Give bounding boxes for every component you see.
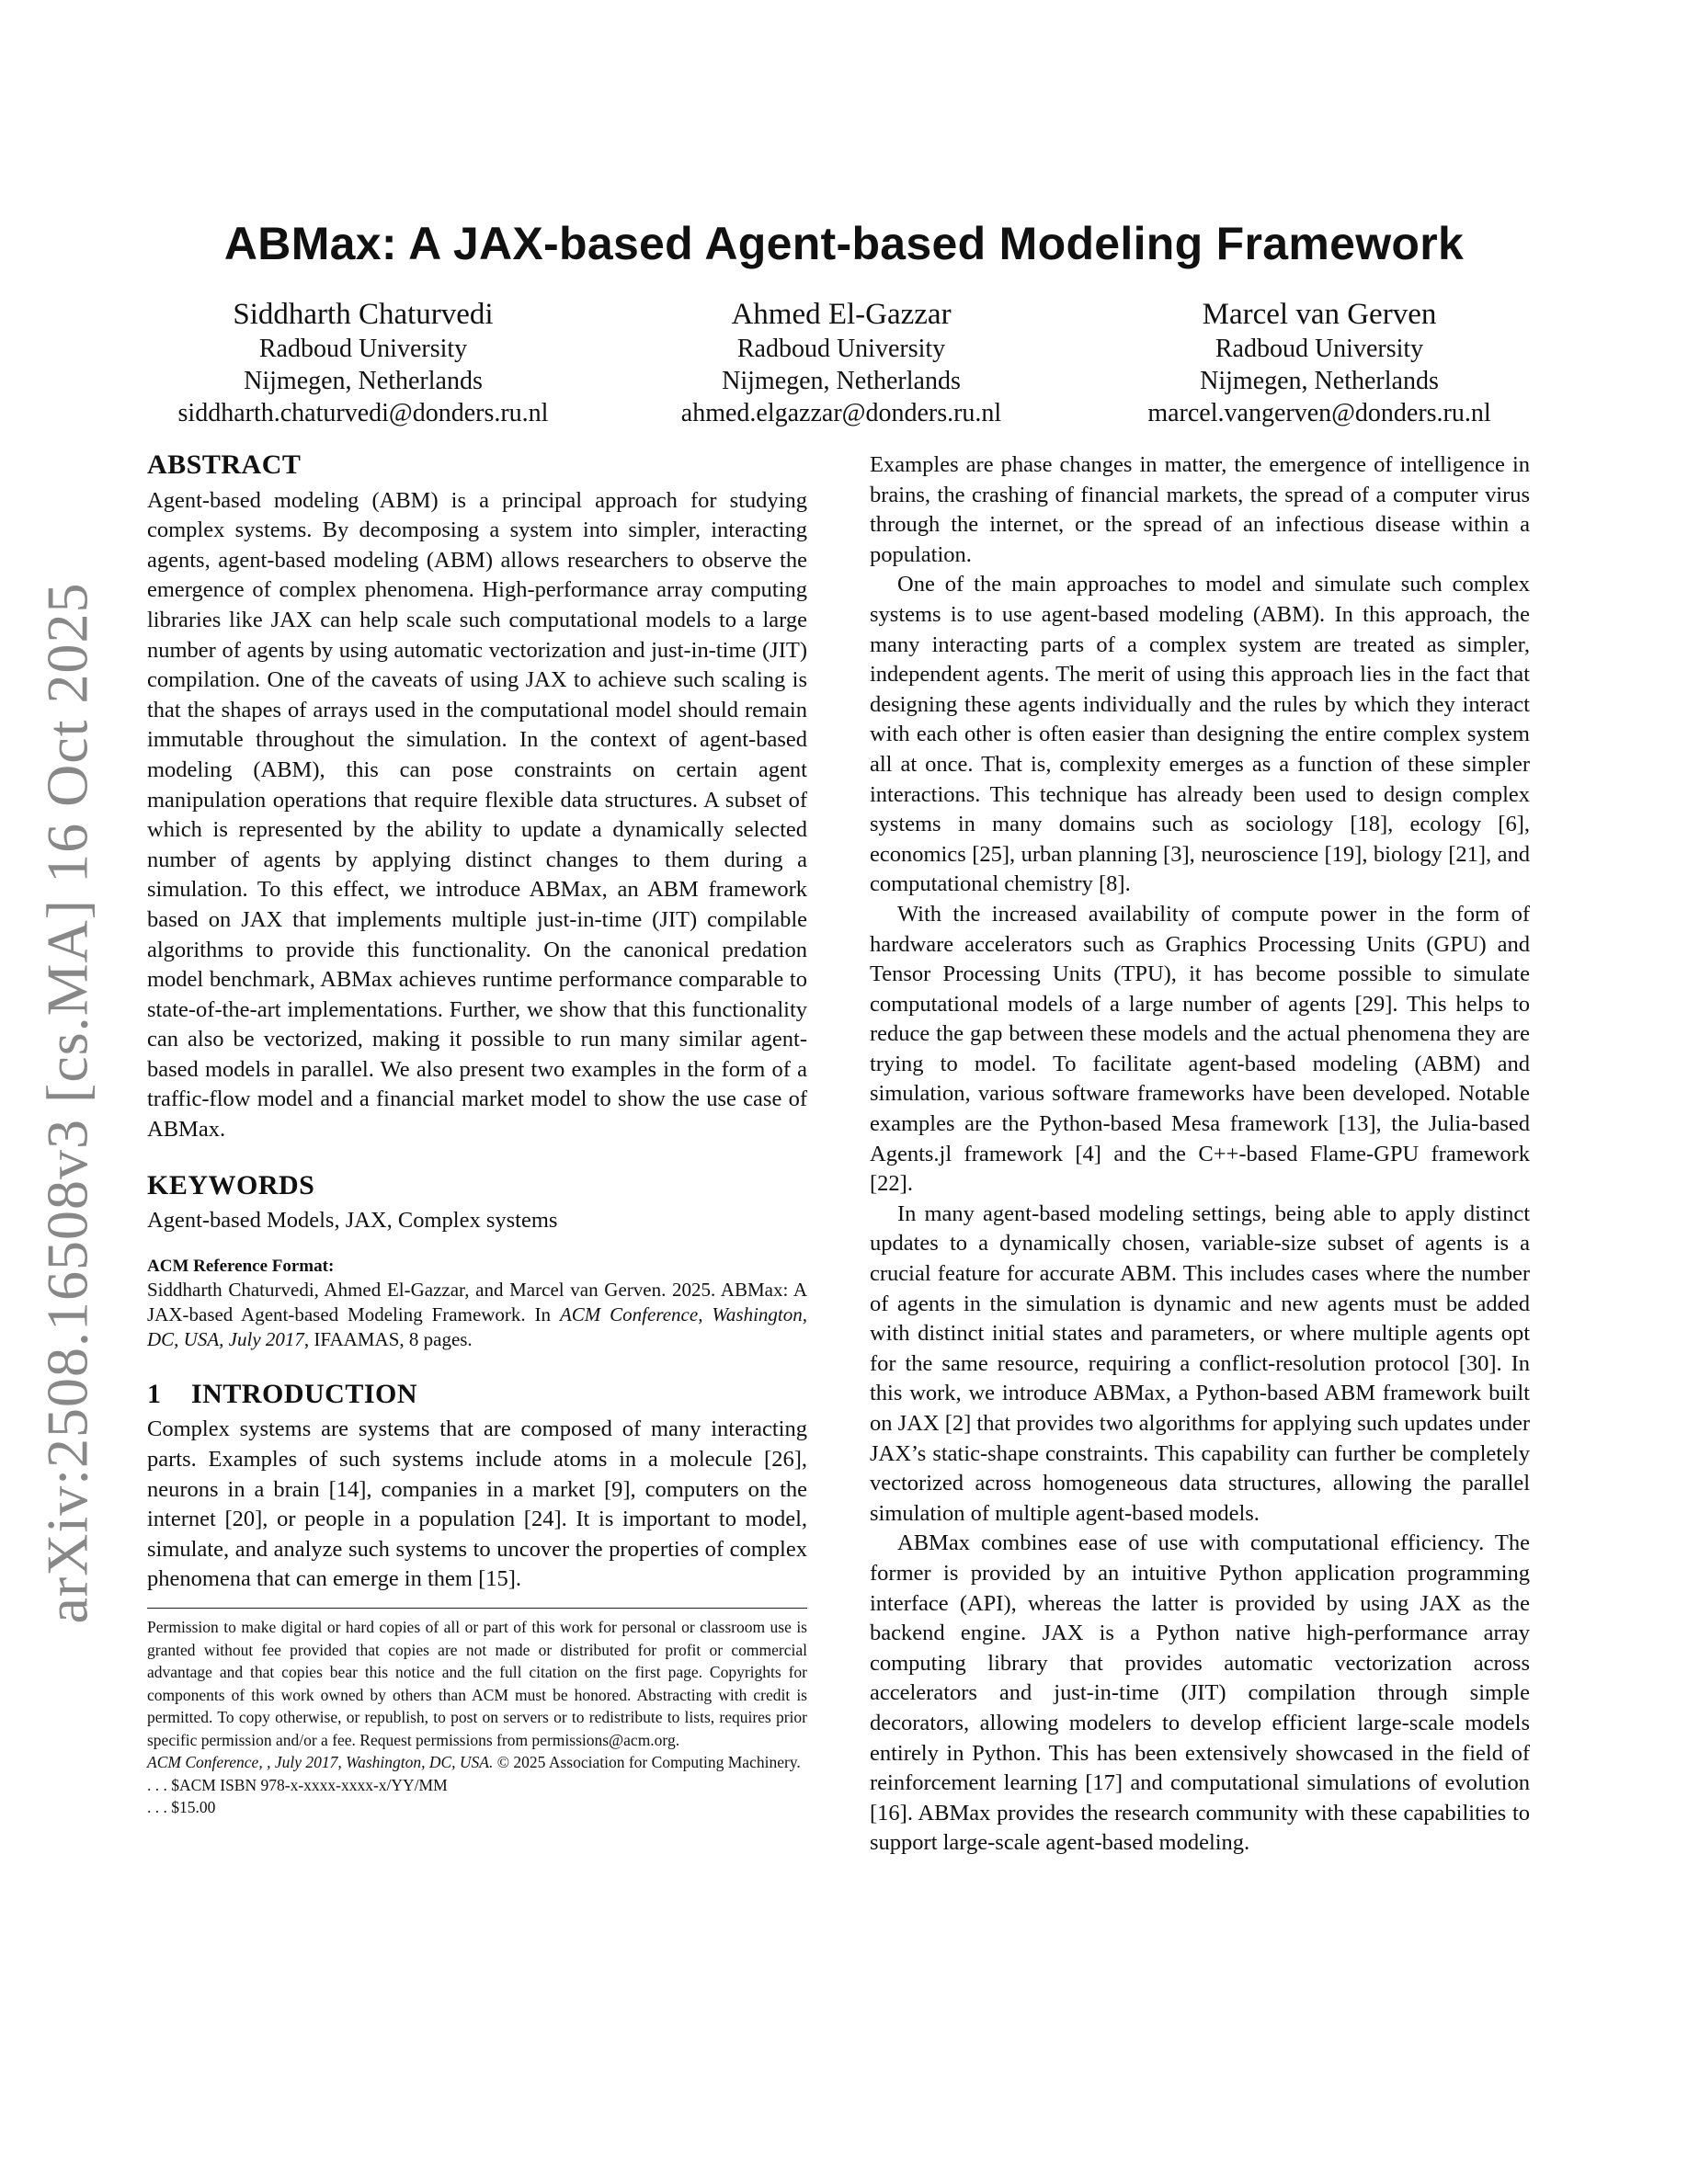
author-2 [616,296,1066,429]
price-info: . . . $15.00 [147,1798,216,1816]
arxiv-id: arXiv:2508.16508v3 [cs.MA] 16 Oct 2025 [34,582,99,1624]
author-block [138,296,1545,429]
author-location: Nijmegen, Netherlands [244,367,483,395]
author-affiliation: Radboud University [258,335,468,363]
abstract-heading: ABSTRACT [147,449,302,480]
acm-reference-text: Siddharth Chaturvedi, Ahmed El-Gazzar, and Marcel van Gerven. 2025. ABMax: A JAX-based Agent-based Modeling Framework. In ACM Conference, Washington, DC, USA, July 2017, IFAAMAS, 8 pages. [147,1278,807,1350]
paper-title: ABMax: A JAX-based Agent-based Modeling Framework [223,218,1465,269]
intro-paragraph-5: ABMax combines ease of use with computational efficiency. The former is provided by an intuitive Python application programming interface (API), whereas the latter is provided by using JAX as the backend engine. JAX is a Python native high-performance array computing library that provides automatic vectorization across accelerators and just-in-time (JIT) compilation through simple decorators, allowing modelers to develop efficient large-scale models entirely in Python. This has been extensively showcased in the field of reinforcement learning [17] and computational simulations of evolution [16]. ABMax provides the research community with these capabilities to support large-scale agent-based modeling. [870,1530,1530,1856]
intro-paragraph-4: In many agent-based modeling settings, being able to apply distinct updates to a dynamically chosen, variable-size subset of agents is a crucial feature for accurate ABM. This includes cases where the number of agents in the simulation is dynamic and new agents must be added with distinct initial states and parameters, or where multiple agents opt for the same resource, requiring a conflict-resolution protocol [30]. In this work, we introduce ABMax, a Python-based ABM framework built on JAX [2] that provides two algorithms for applying such updates under JAX’s static-shape constraints. This capability can further be completely vectorized across homogeneous data structures, allowing the parallel simulation of multiple agent-based models. [870,1200,1530,1526]
footnote-divider [147,1608,807,1609]
left-column [147,450,807,1819]
author-name: Marcel van Gerven [1202,298,1437,331]
conference-info: ACM Conference, , July 2017, Washington, DC, USA. © 2025 Association for Computing Machinery. . . . $ACM ISBN 978-x-xxxx-xxxx-x/YY/MM [147,1753,801,1794]
author-location: Nijmegen, Netherlands [722,367,961,395]
intro-paragraph-3: With the increased availability of compute power in the form of hardware accelerators such as Graphics Processing Units (GPU) and Tensor Processing Units (TPU), it has become possible to simulate computational models of a large number of agents [29]. This helps to reduce the gap between these models and the actual phenomena they are trying to model. To facilitate agent-based modeling (ABM) and simulation, various software frameworks have been developed. Notable examples are the Python-based Mesa framework [13], the Julia-based Agents.jl framework [4] and the C++-based Flame-GPU framework [22]. [870,901,1530,1197]
author-email[interactable]: siddharth.chaturvedi@donders.ru.nl [177,399,549,427]
author-name: Ahmed El-Gazzar [731,298,952,331]
acm-reference-heading: ACM Reference Format: [147,1256,335,1276]
author-location: Nijmegen, Netherlands [1200,367,1439,395]
author-name: Siddharth Chaturvedi [233,298,494,331]
author-email[interactable]: ahmed.elgazzar@donders.ru.nl [680,399,1002,427]
author-affiliation: Radboud University [1215,335,1424,363]
section-heading-introduction: 1 INTRODUCTION [147,1378,418,1409]
author-3 [1094,296,1545,429]
keywords-heading: KEYWORDS [147,1169,315,1200]
arxiv-watermark [17,582,118,1624]
keywords-text: Agent-based Models, JAX, Complex systems [147,1208,558,1234]
author-email[interactable]: marcel.vangerven@donders.ru.nl [1147,399,1491,427]
right-column [870,450,1530,1859]
intro-paragraph-2: One of the main approaches to model and simulate such complex systems is to use agent-based modeling (ABM). In this approach, the many interacting parts of a complex system are treated as simpler, independent agents. The merit of using this approach lies in the fact that designing these agents individually and the rules by which they interact with each other is often easier than designing the entire complex system all at once. That is, complexity emerges as a function of these simpler interactions. This technique has already been used to design complex systems in many domains such as sociology [18], ecology [6], economics [25], urban planning [3], neuroscience [19], biology [21], and computational chemistry [8]. [870,572,1530,897]
permission-notice: Permission to make digital or hard copies of all or part of this work for personal or classroom use is granted without fee provided that copies are not made or distributed for profit or commercial advantage and that copies bear this notice and the full citation on the first page. Copyrights for components of this work owned by others than ACM must be honored. Abstracting with credit is permitted. To copy otherwise, or republish, to post on servers or to redistribute to lists, requires prior specific permission and/or a fee. Request permissions from permissions@acm.org. [147,1618,807,1749]
author-1 [138,296,588,429]
intro-paragraph-1: Complex systems are systems that are composed of many interacting parts. Examples of such systems include atoms in a molecule [26], neurons in a brain [14], companies in a market [9], computers on the internet [20], or people in a population [24]. It is important to model, simulate, and analyze such systems to uncover the properties of complex phenomena that can emerge in them [15]. [147,1416,807,1592]
author-affiliation: Radboud University [736,335,946,363]
abstract-text: Agent-based modeling (ABM) is a principal approach for studying complex systems. By decomposing a system into simpler, interacting agents, agent-based modeling (ABM) allows researchers to observe the emergence of complex phenomena. High-performance array computing libraries like JAX can help scale such computational models to a large number of agents by using automatic vectorization and just-in-time (JIT) compilation. One of the caveats of using JAX to achieve such scaling is that the shapes of arrays used in the computational model should remain immutable throughout the simulation. In the context of agent-based modeling (ABM), this can pose constraints on certain agent manipulation operations that require flexible data structures. A subset of which is represented by the ability to update a dynamically selected number of agents by applying distinct changes to them during a simulation. To this effect, we introduce ABMax, an ABM framework based on JAX that implements multiple just-in-time (JIT) compilable algorithms to provide this functionality. On the canonical predation model benchmark, ABMax achieves runtime performance comparable to state-of-the-art implementations. Further, we show that this functionality can also be vectorized, making it possible to run many similar agent-based models in parallel. We also present two examples in the form of a traffic-flow model and a financial market model to show the use case of ABMax. [147,487,807,1143]
intro-paragraph-1-continued: Examples are phase changes in matter, the emergence of intelligence in brains, the crashing of financial markets, the spread of a computer virus through the internet, or the spread of an infectious disease within a population. [870,452,1530,567]
